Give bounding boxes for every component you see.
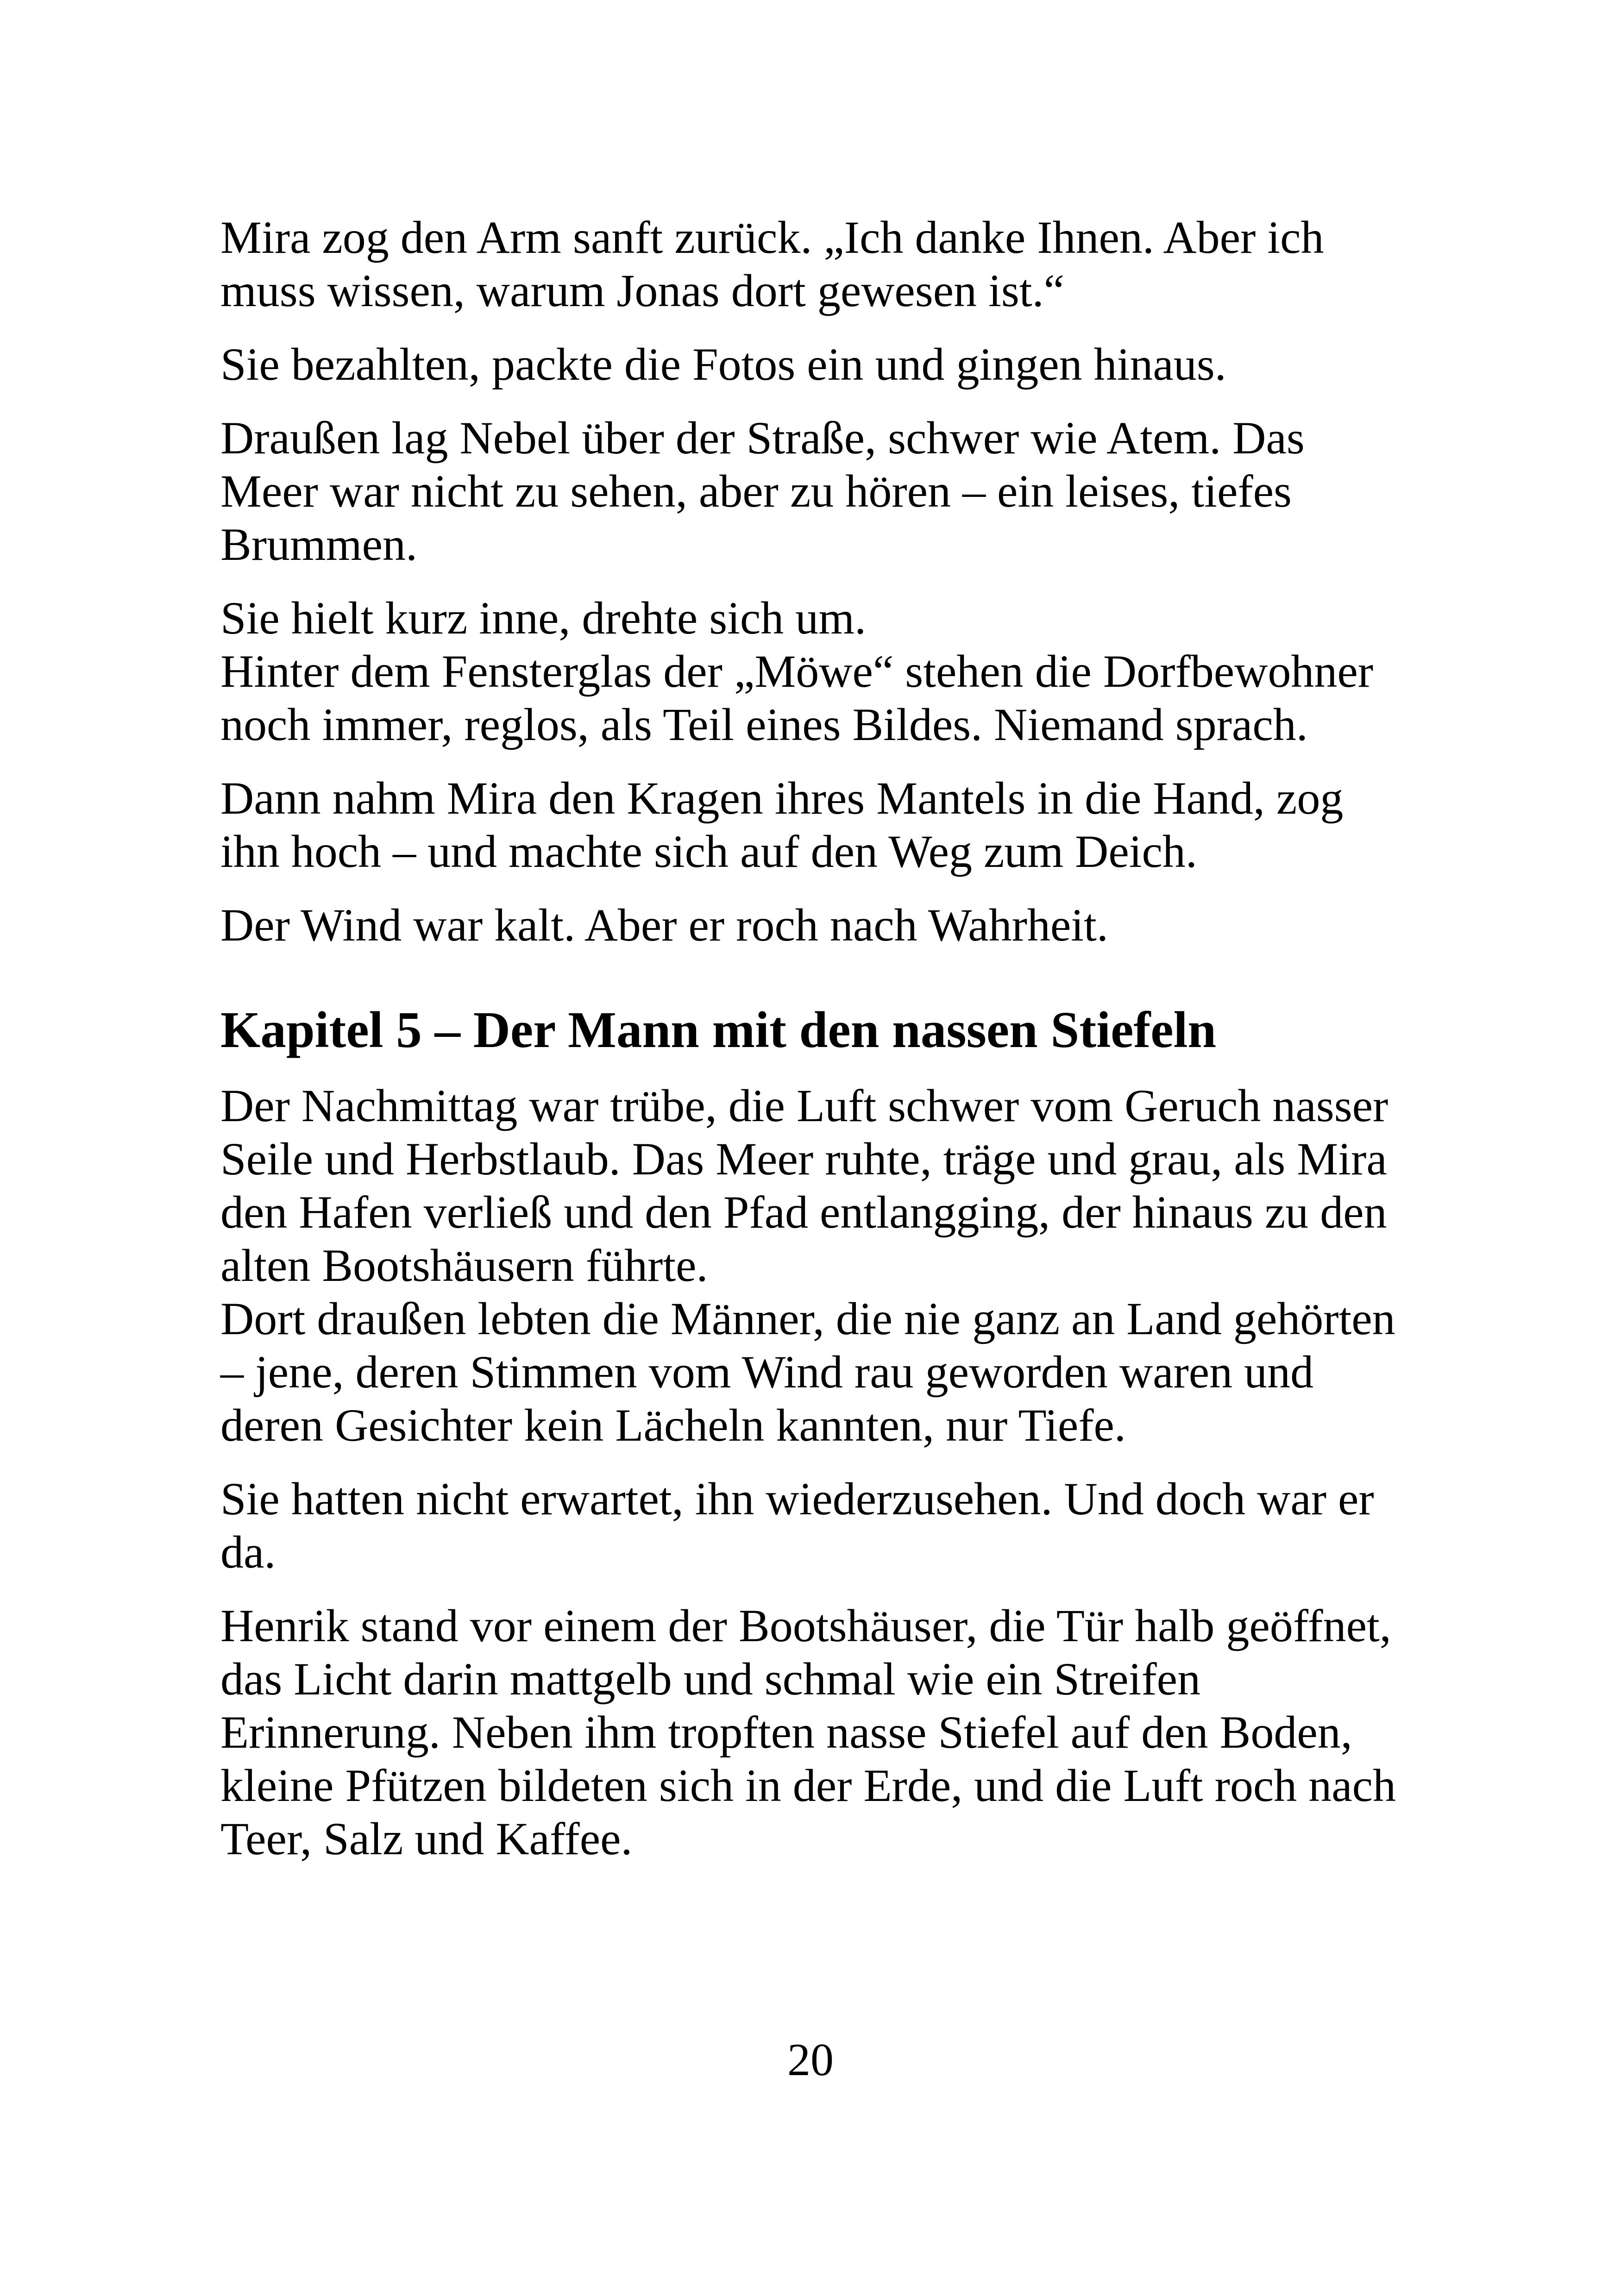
page-body — [220, 211, 1425, 1886]
paragraph: Der Nachmittag war trübe, die Luft schwer vom Geruch nasser Seile und Herbstlaub. Das Meer ruhte, träge und grau, als Mira den Hafen verließ und den Pfad entlangging, der hinaus zu den alten Bootshäusern führte. Dort draußen lebten die Männer, die nie ganz an Land gehörten – jene, deren Stimmen vom Wind rau geworden waren und deren Gesichter kein Lächeln kannten, nur Tiefe. — [220, 1080, 1395, 1451]
paragraph: Sie bezahlten, packte die Fotos ein und gingen hinaus. — [220, 339, 1226, 390]
chapter-heading: Kapitel 5 – Der Mann mit den nassen Stiefeln — [220, 1002, 1217, 1059]
paragraph: Draußen lag Nebel über der Straße, schwer wie Atem. Das Meer war nicht zu sehen, aber zu hören – ein leises, tiefes Brummen. — [220, 412, 1305, 570]
page-number: 20 — [787, 2034, 834, 2085]
paragraph: Sie hielt kurz inne, drehte sich um. Hinter dem Fensterglas der „Möwe“ stehen die Dorfbewohner noch immer, reglos, als Teil eines Bildes. Niemand sprach. — [220, 592, 1374, 750]
paragraph: Henrik stand vor einem der Bootshäuser, die Tür halb geöffnet, das Licht darin mattgelb und schmal wie ein Streifen Erinnerung. Neben ihm tropften nasse Stiefel auf den Boden, kleine Pfützen bildeten sich in der Erde, und die Luft roch nach Teer, Salz und Kaffee. — [220, 1600, 1396, 1864]
paragraph: Dann nahm Mira den Kragen ihres Mantels in die Hand, zog ihn hoch – und machte sich auf den Weg zum Deich. — [220, 772, 1344, 877]
paragraph: Der Wind war kalt. Aber er roch nach Wahrheit. — [220, 899, 1108, 951]
paragraph: Mira zog den Arm sanft zurück. „Ich danke Ihnen. Aber ich muss wissen, warum Jonas dort gewesen ist.“ — [220, 212, 1324, 316]
paragraph: Sie hatten nicht erwartet, ihn wiederzusehen. Und doch war er da. — [220, 1473, 1374, 1578]
